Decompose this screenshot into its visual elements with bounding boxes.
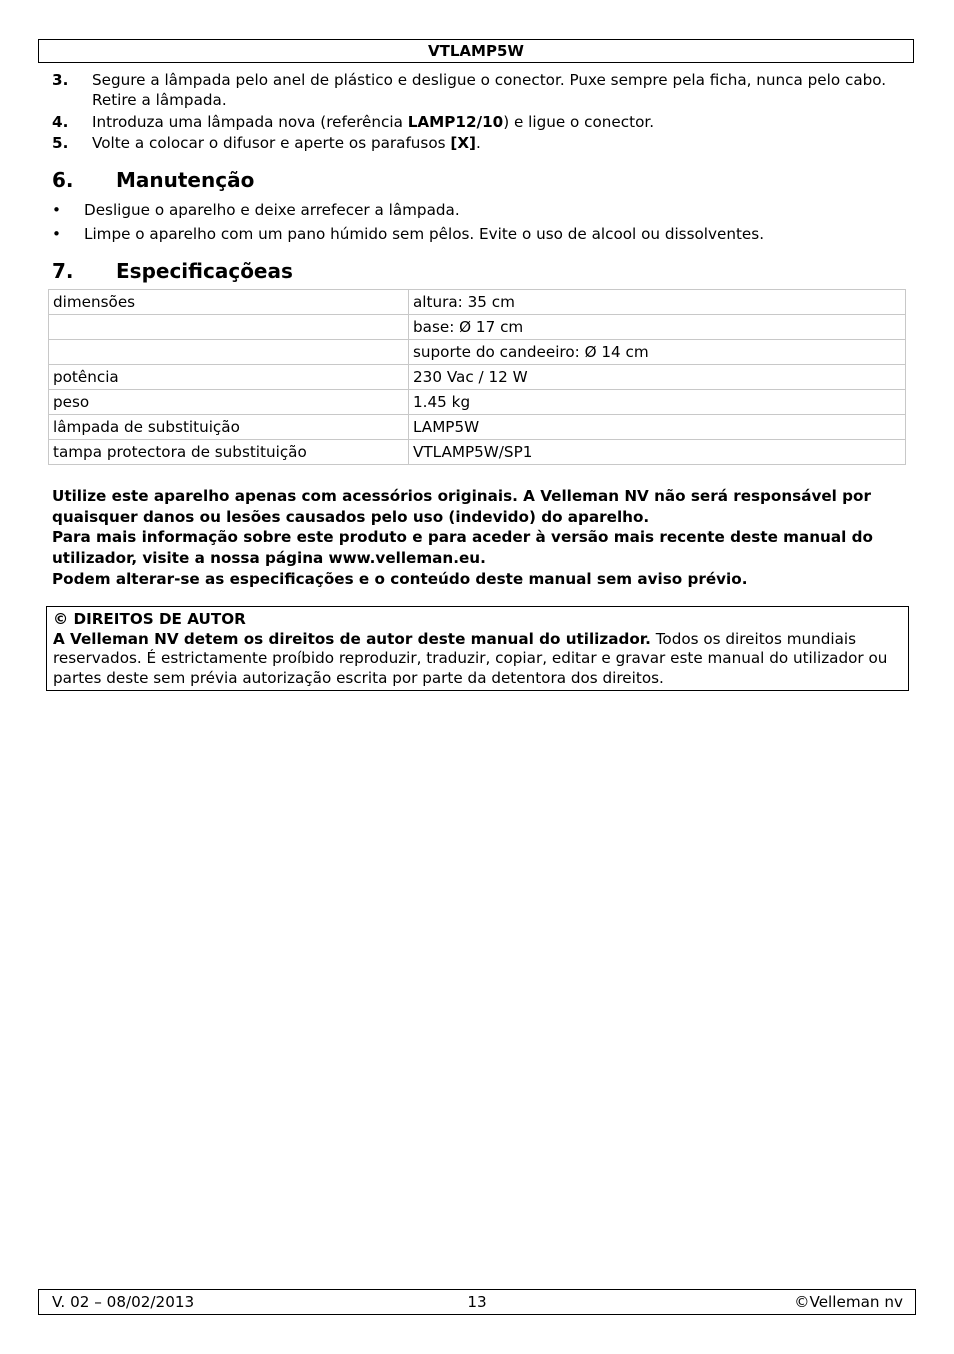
- header-title: VTLAMP5W: [428, 42, 524, 60]
- copyright-heading: © DIREITOS DE AUTOR: [53, 610, 246, 628]
- spec-label: tampa protectora de substituição: [49, 440, 409, 465]
- spec-value: LAMP5W: [409, 415, 906, 440]
- table-row: [49, 365, 906, 390]
- specs-change-notice: Podem alterar-se as especificações e o conteúdo deste manual sem aviso prévio.: [52, 570, 748, 588]
- bullet-icon: •: [52, 225, 61, 243]
- screw-reference: [X]: [450, 134, 476, 152]
- footer-version: V. 02 – 08/02/2013: [52, 1293, 195, 1311]
- table-row: [49, 340, 906, 365]
- specifications-table: [48, 289, 906, 465]
- table-row: [49, 315, 906, 340]
- step-text-part: Volte a colocar o difusor e aperte os parafusos: [92, 134, 451, 152]
- list-item-text: Desligue o aparelho e deixe arrefecer a lâmpada.: [84, 201, 460, 219]
- step-text: Segure a lâmpada pelo anel de plástico e desligue o conector. Puxe sempre pela ficha, nunca pelo cabo. Retire a lâmpada.: [92, 71, 887, 109]
- page-footer: [38, 1289, 916, 1315]
- step-text-part: ) e ligue o conector.: [503, 113, 655, 131]
- step-text-part: Introduza uma lâmpada nova (referência: [92, 113, 408, 131]
- section-title: Manutenção: [116, 168, 255, 192]
- section-number: 7.: [52, 259, 74, 283]
- section-number: 6.: [52, 168, 74, 192]
- document-header: [38, 39, 914, 63]
- step-text: [92, 133, 892, 153]
- copyright-box: [46, 606, 909, 691]
- footer-brand: ©Velleman nv: [794, 1293, 903, 1311]
- step-number: 5.: [52, 134, 69, 152]
- spec-value: altura: 35 cm: [409, 290, 906, 315]
- spec-label: potência: [49, 365, 409, 390]
- bullet-icon: •: [52, 201, 61, 219]
- spec-label: [49, 315, 409, 340]
- table-row: [49, 415, 906, 440]
- step-text: [92, 112, 892, 132]
- accessories-notice: Utilize este aparelho apenas com acessórios originais. A Velleman NV não será responsável por quaisquer danos ou lesões causados pelo uso (indevido) do aparelho.: [52, 487, 871, 526]
- copyright-text: [53, 630, 902, 689]
- spec-label: [49, 340, 409, 365]
- table-row: [49, 440, 906, 465]
- spec-value: suporte do candeeiro: Ø 14 cm: [409, 340, 906, 365]
- spec-value: VTLAMP5W/SP1: [409, 440, 906, 465]
- spec-label: dimensões: [49, 290, 409, 315]
- copyright-bold-text: A Velleman NV detem os direitos de autor deste manual do utilizador.: [53, 629, 651, 648]
- more-info-notice: Para mais informação sobre este produto e para aceder à versão mais recente deste manual do utilizador, visite a nossa página www.velleman.eu.: [52, 528, 873, 567]
- step-number: 4.: [52, 113, 69, 131]
- spec-value: 1.45 kg: [409, 390, 906, 415]
- list-item-text: Limpe o aparelho com um pano húmido sem pêlos. Evite o uso de alcool ou dissolventes.: [84, 225, 765, 243]
- section-title: Especificaçõeas: [116, 259, 293, 283]
- page-number: 13: [467, 1293, 487, 1311]
- table-row: [49, 290, 906, 315]
- step-text-part: .: [475, 134, 481, 152]
- table-row: [49, 390, 906, 415]
- spec-label: lâmpada de substituição: [49, 415, 409, 440]
- spec-label: peso: [49, 390, 409, 415]
- copyright-body-text: Todos os direitos mundiais reservados. É estrictamente proíbido reproduzir, traduzir, copiar, editar e gravar este manual do utilizador ou partes deste sem prévia autorização escrita por parte da detentora dos direitos.: [53, 629, 888, 687]
- step-number: 3.: [52, 71, 69, 89]
- spec-value: base: Ø 17 cm: [409, 315, 906, 340]
- lamp-reference: LAMP12/10: [407, 113, 504, 131]
- spec-value: 230 Vac / 12 W: [409, 365, 906, 390]
